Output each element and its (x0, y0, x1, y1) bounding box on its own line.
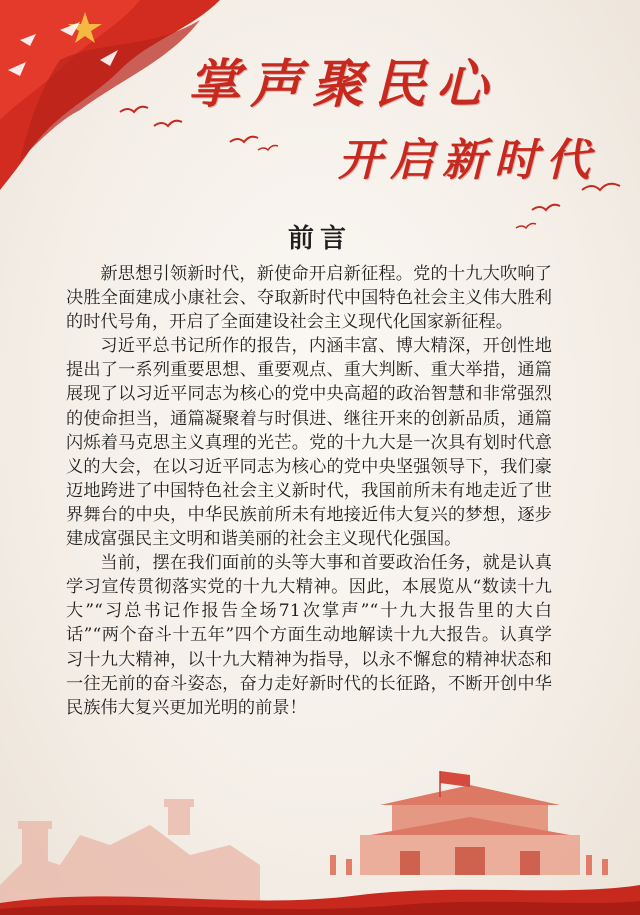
bird-icon (228, 128, 288, 158)
bird-icon (118, 100, 188, 140)
paragraph-2: 习近平总书记所作的报告，内涵丰富、博大精深，开创性地提出了一系列重要思想、重要观点、重大判断、重大举措，通篇展现了以习近平同志为核心的党中央高超的政治智慧和非常强烈的使命担当，通篇凝聚着与时俱进、继往开来的创新品质，通篇闪烁着马克思主义真理的光芒。党的十九大是一次具有划时代意义的大会，在以习近平同志为核心的党中央坚强领导下，我们豪迈地跨进了中国特色社会主义新时代，我国前所未有地走近了世界舞台的中央，中华民族前所未有地接近伟大复兴的梦想，逐步建成富强民主文明和谐美丽的社会主义现代化强国。 (66, 336, 552, 550)
paragraph-3: 当前，摆在我们面前的头等大事和首要政治任务，就是认真学习宣传贯彻落实党的十九大精神。因此，本展览从“数读十九大”“习总书记作报告全场71次掌声”“十九大报告里的大白话”“两个奋斗十五年”四个方面生动地解读十九大报告。认真学习十九大精神，以十九大精神为指导，以永不懈怠的精神状态和一往无前的奋斗姿态，奋力走好新时代的长征路，不断开创中华民族伟大复兴更加光明的前景！ (66, 553, 552, 718)
bottom-decoration (0, 735, 640, 915)
section-title: 前言 (287, 224, 352, 254)
headline-line-2: 开启新时代 (338, 135, 598, 186)
headline-line-1: 掌声聚民心 (188, 54, 499, 115)
tiananmen-gate-art (330, 771, 608, 875)
paragraph-1: 新思想引领新时代，新使命开启新征程。党的十九大吹响了决胜全面建成小康社会、夺取新时代中国特色社会主义伟大胜利的时代号角，开启了全面建设社会主义现代化国家新征程。 (66, 264, 552, 333)
preface-body (66, 262, 552, 720)
